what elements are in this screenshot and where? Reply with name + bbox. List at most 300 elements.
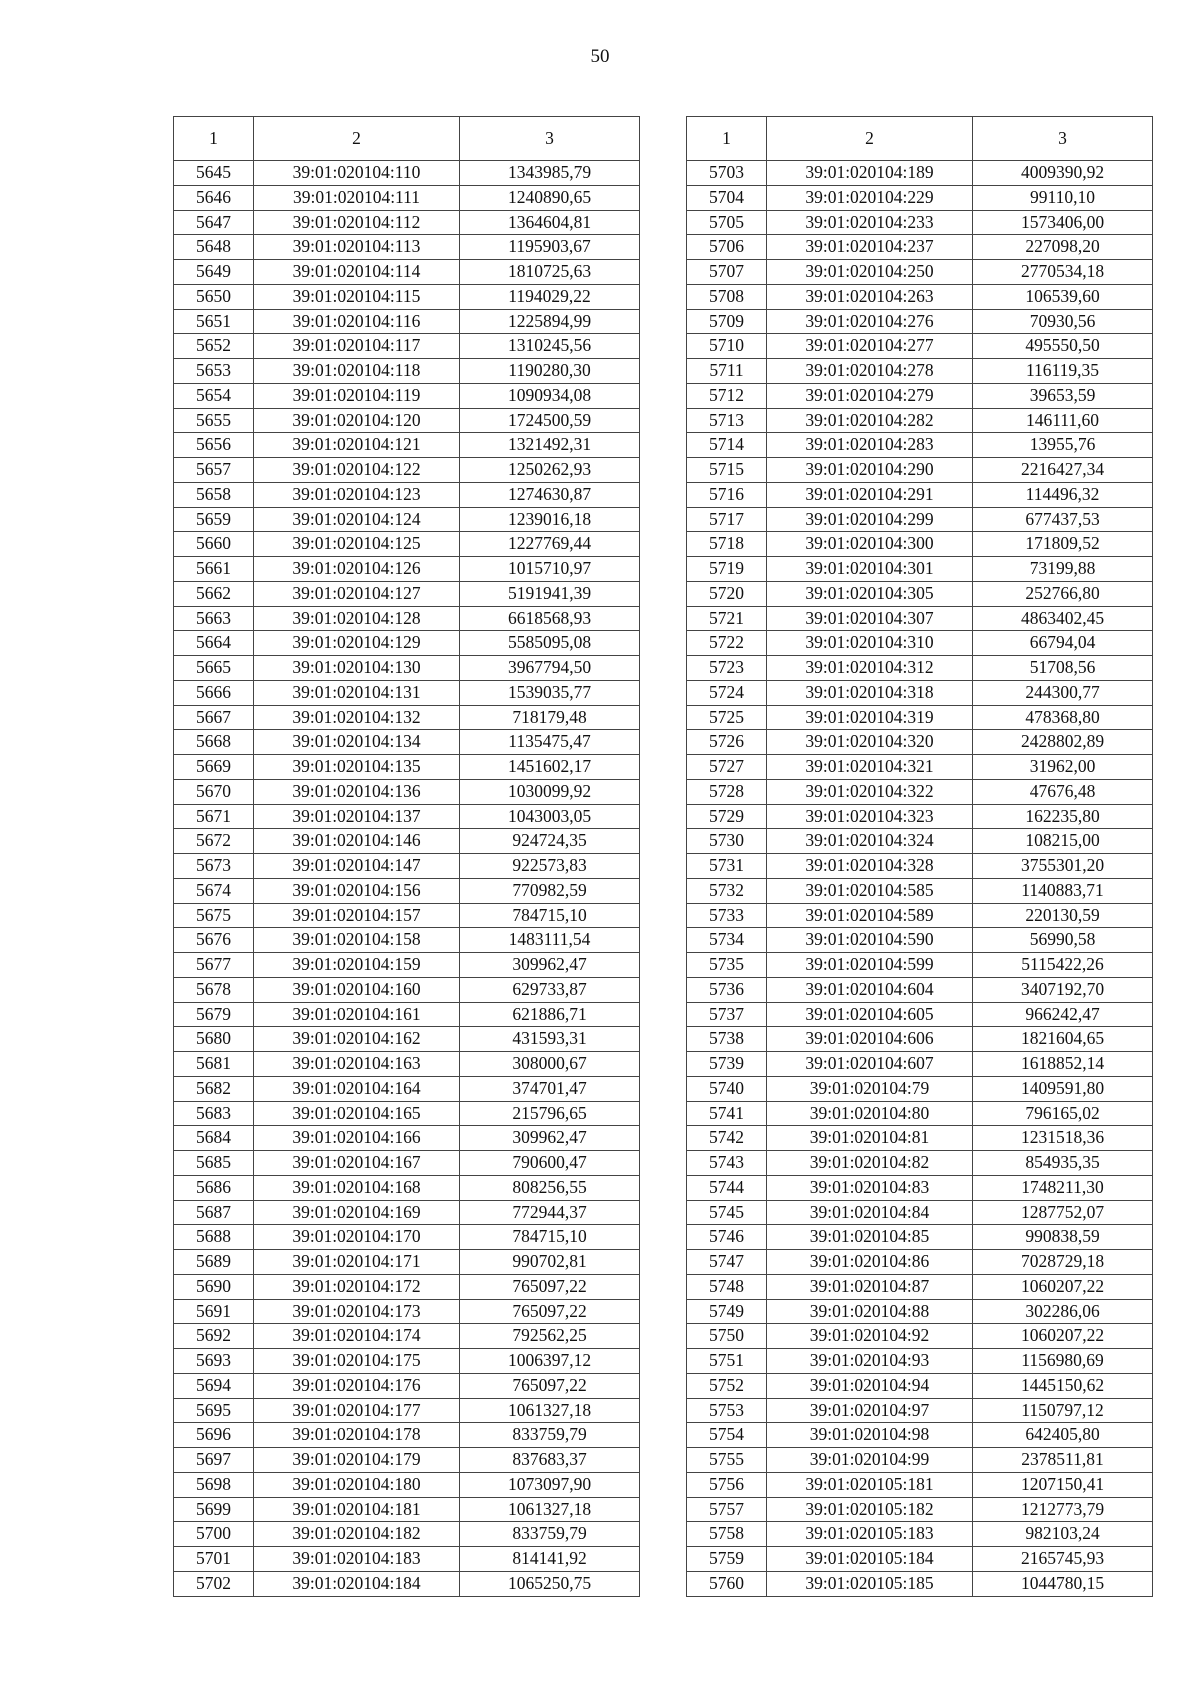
table-row	[687, 359, 1153, 384]
value-cell: 784715,10	[460, 903, 640, 928]
value-cell: 5115422,26	[973, 953, 1153, 978]
cadastral-number-cell: 39:01:020104:300	[767, 532, 973, 557]
cadastral-number-cell: 39:01:020104:111	[254, 185, 460, 210]
cadastral-number-cell: 39:01:020104:172	[254, 1274, 460, 1299]
cadastral-number-cell: 39:01:020104:174	[254, 1324, 460, 1349]
table-row	[687, 680, 1153, 705]
value-cell: 227098,20	[973, 235, 1153, 260]
cadastral-number-cell: 39:01:020104:134	[254, 730, 460, 755]
table-row	[174, 1423, 640, 1448]
cadastral-number-cell: 39:01:020104:87	[767, 1274, 973, 1299]
row-number-cell: 5695	[174, 1398, 254, 1423]
cadastral-number-cell: 39:01:020104:116	[254, 309, 460, 334]
value-cell: 790600,47	[460, 1151, 640, 1176]
cadastral-number-cell: 39:01:020104:128	[254, 606, 460, 631]
value-cell: 162235,80	[973, 804, 1153, 829]
value-cell: 31962,00	[973, 755, 1153, 780]
value-cell: 1310245,56	[460, 334, 640, 359]
row-number-cell: 5657	[174, 458, 254, 483]
cadastral-number-cell: 39:01:020104:175	[254, 1349, 460, 1374]
value-cell: 718179,48	[460, 705, 640, 730]
table-row	[687, 1324, 1153, 1349]
value-cell: 765097,22	[460, 1274, 640, 1299]
table-row	[687, 1250, 1153, 1275]
cadastral-number-cell: 39:01:020104:328	[767, 854, 973, 879]
value-cell: 3967794,50	[460, 656, 640, 681]
table-row	[687, 334, 1153, 359]
cadastral-number-cell: 39:01:020104:305	[767, 581, 973, 606]
row-number-cell: 5719	[687, 557, 767, 582]
cadastral-number-cell: 39:01:020104:127	[254, 581, 460, 606]
table-row	[174, 1175, 640, 1200]
cadastral-number-cell: 39:01:020104:99	[767, 1448, 973, 1473]
row-number-cell: 5736	[687, 977, 767, 1002]
value-cell: 309962,47	[460, 1126, 640, 1151]
cadastral-number-cell: 39:01:020104:81	[767, 1126, 973, 1151]
row-number-cell: 5718	[687, 532, 767, 557]
table-row	[174, 1151, 640, 1176]
row-number-cell: 5661	[174, 557, 254, 582]
table-row	[174, 1052, 640, 1077]
table-row	[174, 854, 640, 879]
table-row	[174, 1472, 640, 1497]
row-number-cell: 5742	[687, 1126, 767, 1151]
cadastral-number-cell: 39:01:020105:182	[767, 1497, 973, 1522]
row-number-cell: 5669	[174, 755, 254, 780]
value-cell: 1451602,17	[460, 755, 640, 780]
cadastral-number-cell: 39:01:020104:590	[767, 928, 973, 953]
row-number-cell: 5690	[174, 1274, 254, 1299]
value-cell: 146111,60	[973, 408, 1153, 433]
value-cell: 108215,00	[973, 829, 1153, 854]
value-cell: 1364604,81	[460, 210, 640, 235]
cadastral-number-cell: 39:01:020104:117	[254, 334, 460, 359]
table-row	[687, 779, 1153, 804]
row-number-cell: 5649	[174, 260, 254, 285]
table-row	[174, 779, 640, 804]
value-cell: 2428802,89	[973, 730, 1153, 755]
row-number-cell: 5749	[687, 1299, 767, 1324]
cadastral-number-cell: 39:01:020104:176	[254, 1373, 460, 1398]
table-row	[687, 408, 1153, 433]
cadastral-number-cell: 39:01:020104:129	[254, 631, 460, 656]
table-row	[174, 210, 640, 235]
table-row	[687, 1274, 1153, 1299]
column-header-number: 1	[174, 117, 254, 161]
table-row	[174, 359, 640, 384]
cadastral-number-cell: 39:01:020104:123	[254, 482, 460, 507]
table-row	[174, 1225, 640, 1250]
cadastral-number-cell: 39:01:020104:130	[254, 656, 460, 681]
cadastral-number-cell: 39:01:020104:164	[254, 1076, 460, 1101]
value-cell: 1409591,80	[973, 1076, 1153, 1101]
table-row	[174, 185, 640, 210]
value-cell: 982103,24	[973, 1522, 1153, 1547]
row-number-cell: 5693	[174, 1349, 254, 1374]
row-number-cell: 5696	[174, 1423, 254, 1448]
row-number-cell: 5673	[174, 854, 254, 879]
row-number-cell: 5667	[174, 705, 254, 730]
value-cell: 1287752,07	[973, 1200, 1153, 1225]
table-row	[174, 1398, 640, 1423]
table-row	[687, 284, 1153, 309]
value-cell: 2770534,18	[973, 260, 1153, 285]
value-cell: 2378511,81	[973, 1448, 1153, 1473]
value-cell: 215796,65	[460, 1101, 640, 1126]
value-cell: 3755301,20	[973, 854, 1153, 879]
cadastral-number-cell: 39:01:020104:166	[254, 1126, 460, 1151]
cadastral-number-cell: 39:01:020104:114	[254, 260, 460, 285]
value-cell: 171809,52	[973, 532, 1153, 557]
cadastral-number-cell: 39:01:020104:282	[767, 408, 973, 433]
value-cell: 1573406,00	[973, 210, 1153, 235]
cadastral-number-cell: 39:01:020104:606	[767, 1027, 973, 1052]
table-row	[174, 482, 640, 507]
row-number-cell: 5655	[174, 408, 254, 433]
value-cell: 66794,04	[973, 631, 1153, 656]
cadastral-number-cell: 39:01:020104:180	[254, 1472, 460, 1497]
cadastral-number-cell: 39:01:020104:125	[254, 532, 460, 557]
table-row	[174, 161, 640, 186]
cadastral-number-cell: 39:01:020104:320	[767, 730, 973, 755]
table-row	[687, 755, 1153, 780]
row-number-cell: 5744	[687, 1175, 767, 1200]
table-row	[687, 309, 1153, 334]
value-cell: 1060207,22	[973, 1274, 1153, 1299]
table-row	[687, 507, 1153, 532]
register-table-right	[686, 116, 1153, 1597]
table-row	[174, 309, 640, 334]
table-row	[174, 1250, 640, 1275]
row-number-cell: 5654	[174, 383, 254, 408]
value-cell: 1060207,22	[973, 1324, 1153, 1349]
table-row	[687, 1547, 1153, 1572]
cadastral-number-cell: 39:01:020104:233	[767, 210, 973, 235]
cadastral-number-cell: 39:01:020104:93	[767, 1349, 973, 1374]
value-cell: 814141,92	[460, 1547, 640, 1572]
value-cell: 922573,83	[460, 854, 640, 879]
table-row	[687, 1052, 1153, 1077]
cadastral-number-cell: 39:01:020104:159	[254, 953, 460, 978]
cadastral-number-cell: 39:01:020104:115	[254, 284, 460, 309]
value-cell: 837683,37	[460, 1448, 640, 1473]
value-cell: 99110,10	[973, 185, 1153, 210]
column-header-number: 1	[687, 117, 767, 161]
value-cell: 1015710,97	[460, 557, 640, 582]
table-row	[687, 854, 1153, 879]
row-number-cell: 5755	[687, 1448, 767, 1473]
row-number-cell: 5686	[174, 1175, 254, 1200]
cadastral-number-cell: 39:01:020104:135	[254, 755, 460, 780]
row-number-cell: 5668	[174, 730, 254, 755]
value-cell: 309962,47	[460, 953, 640, 978]
value-cell: 1156980,69	[973, 1349, 1153, 1374]
row-number-cell: 5692	[174, 1324, 254, 1349]
value-cell: 1195903,67	[460, 235, 640, 260]
row-number-cell: 5651	[174, 309, 254, 334]
row-number-cell: 5658	[174, 482, 254, 507]
table-row	[687, 458, 1153, 483]
table-row	[174, 977, 640, 1002]
cadastral-number-cell: 39:01:020104:137	[254, 804, 460, 829]
table-row	[174, 953, 640, 978]
value-cell: 56990,58	[973, 928, 1153, 953]
table-row	[687, 804, 1153, 829]
cadastral-number-cell: 39:01:020104:182	[254, 1522, 460, 1547]
value-cell: 1343985,79	[460, 161, 640, 186]
value-cell: 2216427,34	[973, 458, 1153, 483]
value-cell: 1250262,93	[460, 458, 640, 483]
row-number-cell: 5679	[174, 1002, 254, 1027]
cadastral-number-cell: 39:01:020104:168	[254, 1175, 460, 1200]
cadastral-number-cell: 39:01:020104:94	[767, 1373, 973, 1398]
cadastral-number-cell: 39:01:020104:237	[767, 235, 973, 260]
cadastral-number-cell: 39:01:020104:291	[767, 482, 973, 507]
table-row	[174, 1076, 640, 1101]
cadastral-number-cell: 39:01:020104:160	[254, 977, 460, 1002]
value-cell: 1445150,62	[973, 1373, 1153, 1398]
cadastral-number-cell: 39:01:020104:156	[254, 878, 460, 903]
table-row	[174, 606, 640, 631]
value-cell: 116119,35	[973, 359, 1153, 384]
table-row	[687, 1076, 1153, 1101]
value-cell: 4863402,45	[973, 606, 1153, 631]
value-cell: 1483111,54	[460, 928, 640, 953]
row-number-cell: 5680	[174, 1027, 254, 1052]
value-cell: 1207150,41	[973, 1472, 1153, 1497]
row-number-cell: 5665	[174, 656, 254, 681]
row-number-cell: 5671	[174, 804, 254, 829]
table-row	[174, 1027, 640, 1052]
row-number-cell: 5689	[174, 1250, 254, 1275]
value-cell: 3407192,70	[973, 977, 1153, 1002]
cadastral-number-cell: 39:01:020104:167	[254, 1151, 460, 1176]
table-row	[174, 1522, 640, 1547]
row-number-cell: 5751	[687, 1349, 767, 1374]
row-number-cell: 5753	[687, 1398, 767, 1423]
cadastral-number-cell: 39:01:020104:110	[254, 161, 460, 186]
row-number-cell: 5716	[687, 482, 767, 507]
cadastral-number-cell: 39:01:020104:301	[767, 557, 973, 582]
cadastral-number-cell: 39:01:020104:84	[767, 1200, 973, 1225]
cadastral-number-cell: 39:01:020104:86	[767, 1250, 973, 1275]
cadastral-number-cell: 39:01:020104:124	[254, 507, 460, 532]
value-cell: 431593,31	[460, 1027, 640, 1052]
table-row	[687, 581, 1153, 606]
table-row	[687, 631, 1153, 656]
value-cell: 1618852,14	[973, 1052, 1153, 1077]
cadastral-number-cell: 39:01:020104:92	[767, 1324, 973, 1349]
value-cell: 1274630,87	[460, 482, 640, 507]
table-row	[687, 1151, 1153, 1176]
table-row	[174, 1274, 640, 1299]
table-row	[174, 260, 640, 285]
row-number-cell: 5732	[687, 878, 767, 903]
cadastral-number-cell: 39:01:020104:607	[767, 1052, 973, 1077]
row-number-cell: 5746	[687, 1225, 767, 1250]
value-cell: 765097,22	[460, 1373, 640, 1398]
row-number-cell: 5743	[687, 1151, 767, 1176]
table-row	[174, 235, 640, 260]
row-number-cell: 5674	[174, 878, 254, 903]
row-number-cell: 5733	[687, 903, 767, 928]
value-cell: 478368,80	[973, 705, 1153, 730]
row-number-cell: 5723	[687, 656, 767, 681]
row-number-cell: 5659	[174, 507, 254, 532]
table-row	[687, 1349, 1153, 1374]
cadastral-number-cell: 39:01:020104:585	[767, 878, 973, 903]
table-row	[174, 680, 640, 705]
cadastral-number-cell: 39:01:020104:178	[254, 1423, 460, 1448]
row-number-cell: 5699	[174, 1497, 254, 1522]
table-row	[174, 458, 640, 483]
table-row	[687, 705, 1153, 730]
value-cell: 1073097,90	[460, 1472, 640, 1497]
row-number-cell: 5691	[174, 1299, 254, 1324]
value-cell: 621886,71	[460, 1002, 640, 1027]
table-row	[174, 705, 640, 730]
value-cell: 252766,80	[973, 581, 1153, 606]
value-cell: 772944,37	[460, 1200, 640, 1225]
table-row	[687, 1299, 1153, 1324]
cadastral-number-cell: 39:01:020104:157	[254, 903, 460, 928]
cadastral-number-cell: 39:01:020104:163	[254, 1052, 460, 1077]
value-cell: 1043003,05	[460, 804, 640, 829]
cadastral-number-cell: 39:01:020104:229	[767, 185, 973, 210]
row-number-cell: 5704	[687, 185, 767, 210]
table-row	[687, 433, 1153, 458]
row-number-cell: 5701	[174, 1547, 254, 1572]
row-number-cell: 5664	[174, 631, 254, 656]
cadastral-number-cell: 39:01:020104:318	[767, 680, 973, 705]
row-number-cell: 5708	[687, 284, 767, 309]
row-number-cell: 5698	[174, 1472, 254, 1497]
row-number-cell: 5722	[687, 631, 767, 656]
value-cell: 1065250,75	[460, 1571, 640, 1596]
table-row	[174, 507, 640, 532]
value-cell: 770982,59	[460, 878, 640, 903]
cadastral-number-cell: 39:01:020104:184	[254, 1571, 460, 1596]
value-cell: 792562,25	[460, 1324, 640, 1349]
cadastral-number-cell: 39:01:020104:162	[254, 1027, 460, 1052]
row-number-cell: 5739	[687, 1052, 767, 1077]
value-cell: 1194029,22	[460, 284, 640, 309]
table-row	[687, 606, 1153, 631]
value-cell: 1190280,30	[460, 359, 640, 384]
row-number-cell: 5735	[687, 953, 767, 978]
row-number-cell: 5747	[687, 1250, 767, 1275]
table-row	[687, 1448, 1153, 1473]
table-row	[687, 1126, 1153, 1151]
row-number-cell: 5760	[687, 1571, 767, 1596]
table-row	[687, 928, 1153, 953]
value-cell: 990702,81	[460, 1250, 640, 1275]
row-number-cell: 5713	[687, 408, 767, 433]
table-row	[687, 1101, 1153, 1126]
row-number-cell: 5653	[174, 359, 254, 384]
table-header-row	[687, 117, 1153, 161]
row-number-cell: 5662	[174, 581, 254, 606]
table-row	[174, 730, 640, 755]
row-number-cell: 5648	[174, 235, 254, 260]
table-row	[687, 656, 1153, 681]
row-number-cell: 5759	[687, 1547, 767, 1572]
table-row	[174, 928, 640, 953]
cadastral-number-cell: 39:01:020104:118	[254, 359, 460, 384]
table-row	[174, 1126, 640, 1151]
cadastral-number-cell: 39:01:020104:589	[767, 903, 973, 928]
value-cell: 765097,22	[460, 1299, 640, 1324]
column-header-value: 3	[973, 117, 1153, 161]
table-row	[687, 482, 1153, 507]
row-number-cell: 5712	[687, 383, 767, 408]
cadastral-number-cell: 39:01:020104:97	[767, 1398, 973, 1423]
table-row	[687, 1027, 1153, 1052]
row-number-cell: 5660	[174, 532, 254, 557]
cadastral-number-cell: 39:01:020104:324	[767, 829, 973, 854]
table-row	[687, 1571, 1153, 1596]
cadastral-number-cell: 39:01:020104:147	[254, 854, 460, 879]
row-number-cell: 5675	[174, 903, 254, 928]
table-row	[687, 1423, 1153, 1448]
value-cell: 1006397,12	[460, 1349, 640, 1374]
row-number-cell: 5731	[687, 854, 767, 879]
cadastral-number-cell: 39:01:020105:185	[767, 1571, 973, 1596]
cadastral-number-cell: 39:01:020104:319	[767, 705, 973, 730]
table-row	[687, 532, 1153, 557]
value-cell: 5585095,08	[460, 631, 640, 656]
row-number-cell: 5738	[687, 1027, 767, 1052]
value-cell: 4009390,92	[973, 161, 1153, 186]
value-cell: 796165,02	[973, 1101, 1153, 1126]
row-number-cell: 5715	[687, 458, 767, 483]
value-cell: 1724500,59	[460, 408, 640, 433]
table-row	[174, 557, 640, 582]
value-cell: 51708,56	[973, 656, 1153, 681]
table-row	[687, 1373, 1153, 1398]
value-cell: 1240890,65	[460, 185, 640, 210]
row-number-cell: 5677	[174, 953, 254, 978]
value-cell: 1227769,44	[460, 532, 640, 557]
row-number-cell: 5729	[687, 804, 767, 829]
cadastral-number-cell: 39:01:020105:183	[767, 1522, 973, 1547]
cadastral-number-cell: 39:01:020104:322	[767, 779, 973, 804]
cadastral-number-cell: 39:01:020104:113	[254, 235, 460, 260]
table-row	[174, 581, 640, 606]
cadastral-number-cell: 39:01:020104:283	[767, 433, 973, 458]
cadastral-number-cell: 39:01:020104:98	[767, 1423, 973, 1448]
cadastral-number-cell: 39:01:020104:158	[254, 928, 460, 953]
cadastral-number-cell: 39:01:020104:85	[767, 1225, 973, 1250]
value-cell: 1748211,30	[973, 1175, 1153, 1200]
value-cell: 1239016,18	[460, 507, 640, 532]
table-row	[687, 903, 1153, 928]
value-cell: 70930,56	[973, 309, 1153, 334]
cadastral-number-cell: 39:01:020104:250	[767, 260, 973, 285]
cadastral-number-cell: 39:01:020104:112	[254, 210, 460, 235]
row-number-cell: 5681	[174, 1052, 254, 1077]
cadastral-number-cell: 39:01:020104:88	[767, 1299, 973, 1324]
value-cell: 1150797,12	[973, 1398, 1153, 1423]
cadastral-number-cell: 39:01:020104:122	[254, 458, 460, 483]
cadastral-number-cell: 39:01:020104:321	[767, 755, 973, 780]
value-cell: 966242,47	[973, 1002, 1153, 1027]
value-cell: 833759,79	[460, 1522, 640, 1547]
value-cell: 302286,06	[973, 1299, 1153, 1324]
row-number-cell: 5730	[687, 829, 767, 854]
cadastral-number-cell: 39:01:020104:121	[254, 433, 460, 458]
row-number-cell: 5678	[174, 977, 254, 1002]
